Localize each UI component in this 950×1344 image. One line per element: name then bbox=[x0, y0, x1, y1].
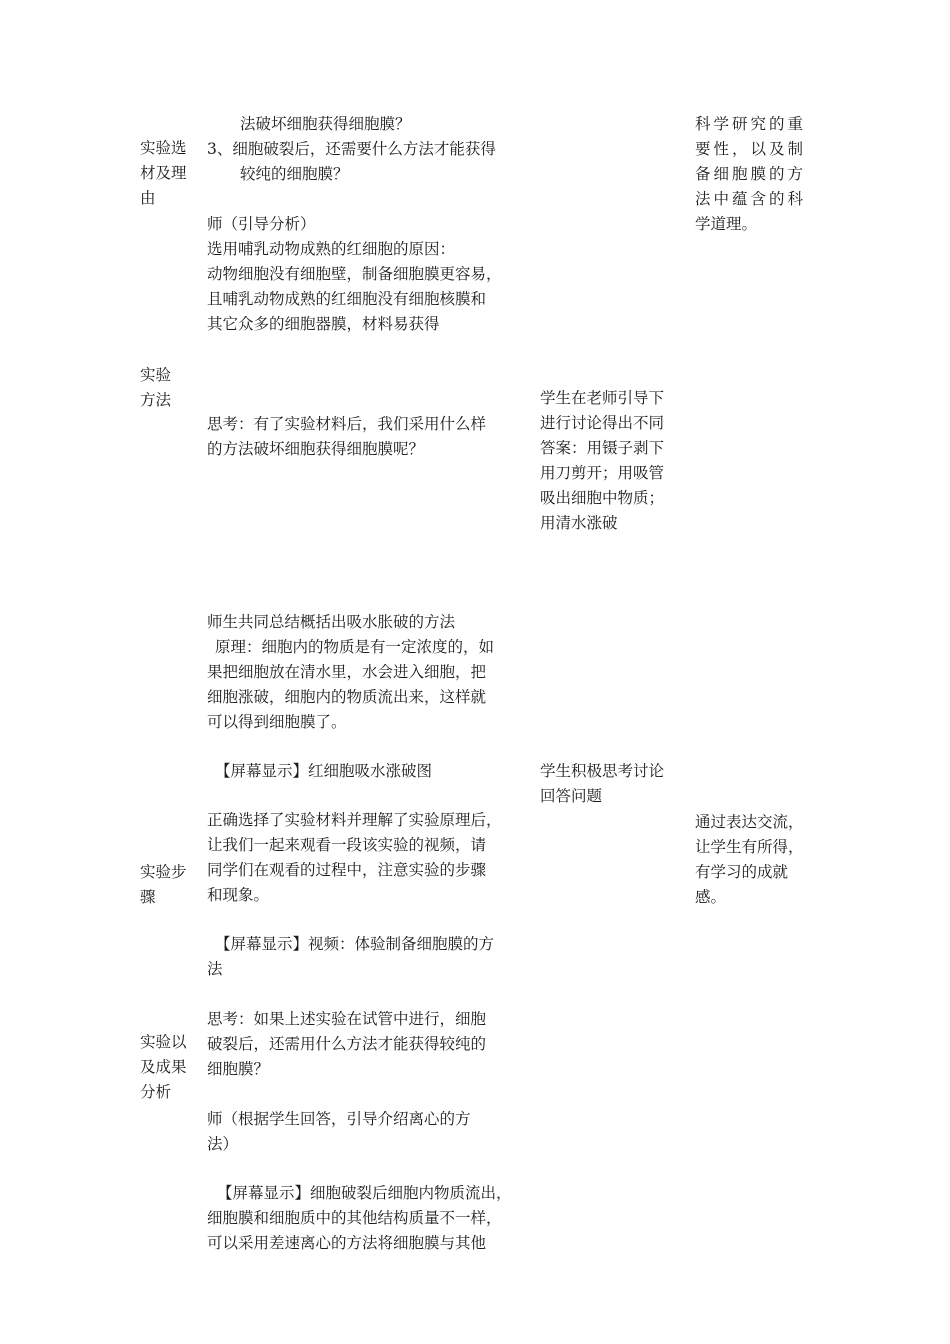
think-method-question: 思考：有了实验材料后，我们采用什么样 的方法破坏细胞获得细胞膜呢？ bbox=[207, 415, 487, 458]
video-intro: 正确选择了实验材料并理解了实验原理后， 让我们一起来观看一段该实验的视频，请 同学们在观看的过程中，注意实验的步骤 和现象。 bbox=[207, 811, 502, 904]
screen-display-centrifuge: 【屏幕显示】细胞破裂后细胞内物质流出， 细胞膜和细胞质中的其他结构质量不一样， 可以采用差速离心的方法将细胞膜与其他 bbox=[207, 1184, 512, 1252]
teacher-guide-centrifuge: 师（根据学生回答，引导介绍离心的方 法） bbox=[207, 1110, 471, 1153]
design-intent-1: 科学研究的重 要性，以及制 备细胞膜的方 法中蕴含的科 学道理。 bbox=[695, 115, 807, 233]
think-centrifuge-question: 思考：如果上述实验在试管中进行，细胞 破裂后，还需用什么方法才能获得较纯的 细胞膜？ bbox=[207, 1010, 487, 1078]
stage-analysis-heading: 实验以 及成果 分析 bbox=[140, 1033, 187, 1101]
teacher-guide-material: 师（引导分析） 选用哺乳动物成熟的红细胞的原因： 动物细胞没有细胞壁，制备细胞膜更容易， 且哺乳动物成熟的红细胞没有细胞核膜和 其它众多的细胞器膜，材料易获得 bbox=[207, 215, 502, 333]
student-discussion: 学生在老师引导下 进行讨论得出不同 答案：用镊子剥下 用刀剪开；用吸管 吸出细胞中物质； 用清水涨破 bbox=[540, 389, 665, 532]
questions-top: 法破坏细胞获得细胞膜？ 3、细胞破裂后，还需要什么方法才能获得 较纯的细胞膜？ bbox=[207, 115, 496, 183]
screen-display-video: 【屏幕显示】视频：体验制备细胞膜的方 法 bbox=[207, 935, 495, 978]
design-intent-2: 通过表达交流， 让学生有所得， 有学习的成就 感。 bbox=[695, 813, 804, 906]
screen-display-rbc: 【屏幕显示】红细胞吸水涨破图 bbox=[215, 762, 433, 780]
student-answer: 学生积极思考讨论 回答问题 bbox=[540, 762, 665, 805]
stage-material-heading: 实验选 材及理 由 bbox=[140, 139, 187, 207]
stage-steps-heading: 实验步 骤 bbox=[140, 863, 187, 906]
summary-principle: 师生共同总结概括出吸水胀破的方法 原理：细胞内的物质是有一定浓度的，如 果把细胞放在清水里，水会进入细胞，把 细胞涨破，细胞内的物质流出来，这样就 可以得到细胞膜了。 bbox=[207, 613, 495, 731]
stage-method-heading: 实验 方法 bbox=[140, 366, 172, 409]
